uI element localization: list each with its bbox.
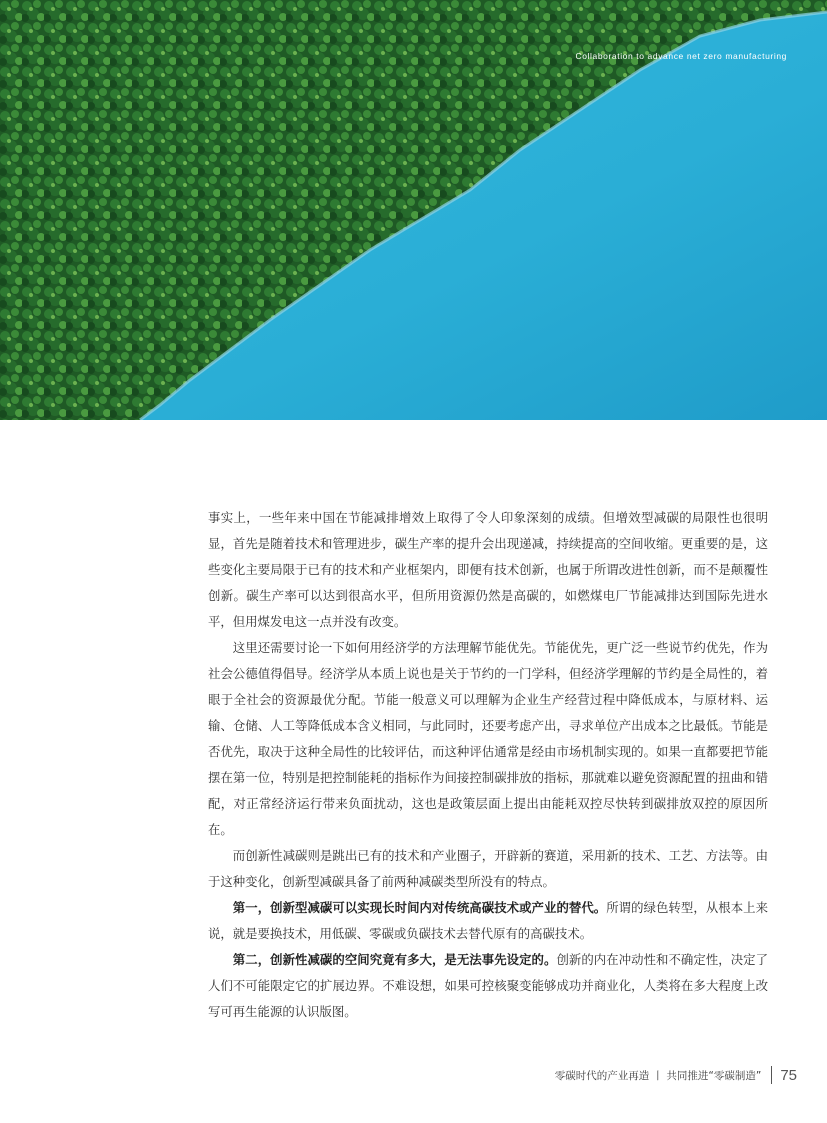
forest-lake-photo bbox=[0, 0, 827, 420]
paragraph-5: 第二，创新性减碳的空间究竟有多大，是无法事先设定的。创新的内在冲动性和不确定性，决定了人们不可能限定它的扩展边界。不难设想，如果可控核聚变能够成功并商业化，人类将在多大程度上改写可再生能源的认识版图。 bbox=[208, 952, 769, 1019]
paragraph-1: 事实上，一些年来中国在节能减排增效上取得了令人印象深刻的成绩。但增效型减碳的局限性也很明显，首先是随着技术和管理进步，碳生产率的提升会出现递减，持续提高的空间收缩。更重要的是，这些变化主要局限于已有的技术和产业框架内，即便有技术创新，也属于所谓改进性创新，而不是颠覆性创新。碳生产率可以达到很高水平，但所用资源仍然是高碳的，如燃煤电厂节能减排达到国际先进水平，但用煤发电这一点并没有改变。 bbox=[208, 510, 768, 629]
paragraph-4-heading: 第一，创新型减碳可以实现长时间内对传统高碳技术或产业的替代。 bbox=[232, 900, 607, 915]
footer-divider bbox=[771, 1066, 772, 1084]
page-number: 75 bbox=[780, 1066, 797, 1084]
hero-image bbox=[0, 0, 827, 420]
paragraph-5-heading: 第二，创新性减碳的空间究竟有多大，是无法事先设定的。 bbox=[232, 952, 557, 967]
page-footer bbox=[555, 1064, 797, 1086]
paragraph-2: 这里还需要讨论一下如何用经济学的方法理解节能优先。节能优先，更广泛一些说节约优先，作为社会公德值得倡导。经济学从本质上说也是关于节约的一门学科，但经济学理解的节约是全局性的，着眼于全社会的资源最优分配。节能一般意义可以理解为企业生产经营过程中降低成本，与原材料、运输、仓储、人工等降低成本含义相同，与此同时，还要考虑产出，寻求单位产出成本之比最低。节能是否优先，取决于这种全局性的比较评估，而这种评估通常是经由市场机制实现的。如果一直都要把节能摆在第一位，特别是把控制能耗的指标作为间接控制碳排放的指标，那就难以避免资源配置的扭曲和错配，对正常经济运行带来负面扰动，这也是政策层面上提出由能耗双控尽快转到碳排放双控的原因所在。 bbox=[208, 640, 768, 837]
paragraph-4: 第一，创新型减碳可以实现长时间内对传统高碳技术或产业的替代。所谓的绿色转型，从根本上来说，就是要换技术，用低碳、零碳或负碳技术去替代原有的高碳技术。 bbox=[208, 900, 769, 941]
article-body bbox=[208, 505, 768, 1025]
hero-tagline: Collaboration to advance net zero manufacturing bbox=[575, 51, 787, 61]
running-title: 零碳时代的产业再造 丨 共同推进“零碳制造” bbox=[554, 1069, 762, 1082]
paragraph-3: 而创新性减碳则是跳出已有的技术和产业圈子，开辟新的赛道，采用新的技术、工艺、方法等。由于这种变化，创新型减碳具备了前两种减碳类型所没有的特点。 bbox=[208, 848, 768, 889]
